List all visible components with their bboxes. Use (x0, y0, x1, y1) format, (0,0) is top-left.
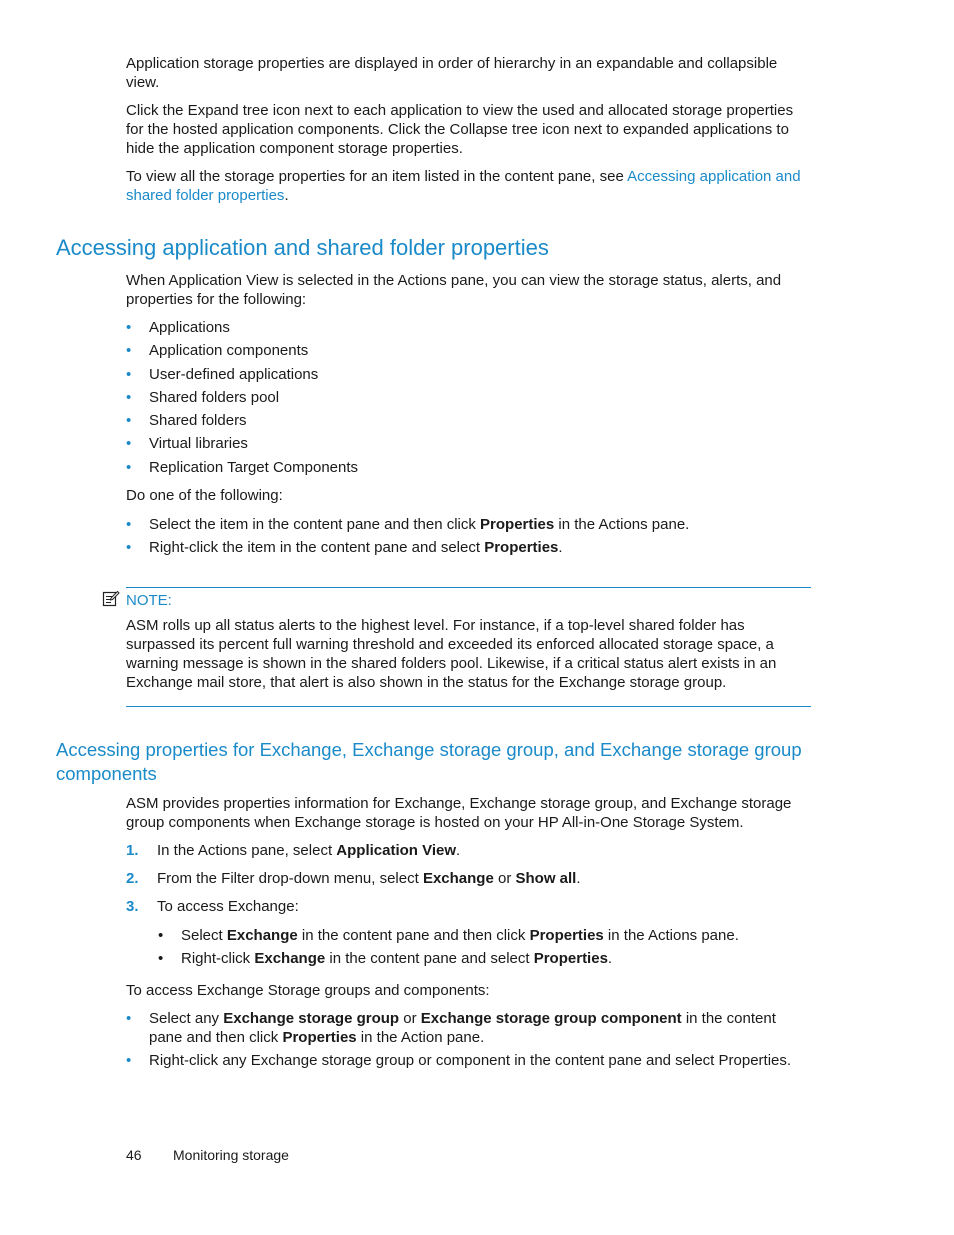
section-heading-application-properties: Accessing application and shared folder properties (56, 235, 549, 260)
numbered-step: 3. To access Exchange: (126, 898, 299, 915)
groups-intro: To access Exchange Storage groups and components: (126, 982, 490, 999)
note-text: ASM rolls up all status alerts to the highest level. For instance, if a top-level shared folder has surpassed its percent full warning threshold and exceeded its enforced allocated storage space, a warning message is shown in the shared folders pool. Likewise, if a critical status alert exists in an Exchange mail store, that alert is also shown in the status for the Exchange storage group. (126, 617, 777, 691)
viewable-items-list (126, 316, 810, 479)
list-item: • Right-click any Exchange storage group or component in the content pane and select Properties. (126, 1052, 792, 1069)
bullet-icon: • (126, 412, 132, 430)
list-item: • Shared folders pool (126, 386, 810, 409)
list-item: • Shared folders (126, 409, 810, 432)
numbered-step: 1. In the Actions pane, select Application View. (126, 842, 461, 859)
list-item: • Select Exchange in the content pane and then click Properties in the Actions pane. (158, 924, 808, 947)
list-item: • Right-click the item in the content pane and select Properties. (126, 536, 810, 559)
exchange-groups-list (126, 1009, 810, 1070)
intro-p3-text: To view all the storage properties for an item listed in the content pane, see (126, 168, 628, 185)
section2-paragraph: ASM provides properties information for Exchange, Exchange storage group, and Exchange storage group components when Exchange storage is hosted on your HP All-in-One Storage System. (126, 795, 792, 831)
step-number: 2. (126, 870, 139, 887)
note-label: NOTE: (126, 592, 172, 609)
list-item: • Applications (126, 316, 810, 339)
list-item: • Application components (126, 339, 810, 362)
bullet-icon: • (126, 458, 132, 476)
bullet-icon: • (126, 435, 132, 453)
bullet-icon: • (126, 1052, 132, 1069)
bullet-icon: • (126, 516, 132, 533)
bullet-icon: • (126, 342, 132, 360)
intro-p3-end: . (284, 187, 289, 204)
bullet-icon: • (158, 950, 164, 967)
bullet-icon: • (126, 365, 132, 383)
bullet-icon: • (126, 388, 132, 406)
step-number: 3. (126, 898, 139, 915)
bullet-icon: • (158, 927, 164, 944)
do-one-of-following: Do one of the following: (126, 487, 283, 504)
list-item: • Virtual libraries (126, 432, 810, 455)
intro-paragraph-3 (126, 167, 810, 205)
step-number: 1. (126, 842, 139, 859)
bullet-icon: • (126, 1010, 132, 1027)
exchange-numbered-steps (126, 841, 810, 925)
properties-steps-list (126, 513, 810, 560)
exchange-substeps-list (158, 924, 808, 970)
section-heading-exchange-properties: Accessing properties for Exchange, Exchange storage group, and Exchange storage group components (56, 739, 802, 784)
note-bottom-rule (126, 706, 811, 707)
list-item: • Replication Target Components (126, 456, 810, 479)
list-item: • User-defined applications (126, 363, 810, 386)
section1-paragraph: When Application View is selected in the Actions pane, you can view the storage status, alerts, and properties for the following: (126, 272, 782, 308)
cross-reference-link[interactable]: Accessing application and shared folder properties (126, 168, 801, 204)
list-item: • Select the item in the content pane and then click Properties in the Actions pane. (126, 513, 810, 536)
bullet-icon: • (126, 539, 132, 557)
page-number: 46 (126, 1147, 142, 1163)
list-item: • Right-click Exchange in the content pane and select Properties. (158, 947, 808, 970)
numbered-step: 2. From the Filter drop-down menu, select Exchange or Show all. (126, 870, 581, 887)
list-item: • Select any Exchange storage group or Exchange storage group component in the content pane and then click Properties in the Action pane. (126, 1010, 776, 1046)
bullet-icon: • (126, 319, 132, 336)
intro-paragraph-2: Click the Expand tree icon next to each application to view the used and allocated storage properties for the hosted application components. Click the Collapse tree icon next to expanded applications to hide the application component storage properties. (126, 102, 794, 157)
footer-chapter-title: Monitoring storage (173, 1147, 289, 1163)
note-icon (102, 589, 120, 607)
note-top-rule (126, 587, 811, 588)
intro-paragraph-1: Application storage properties are displayed in order of hierarchy in an expandable and collapsible view. (126, 55, 778, 91)
